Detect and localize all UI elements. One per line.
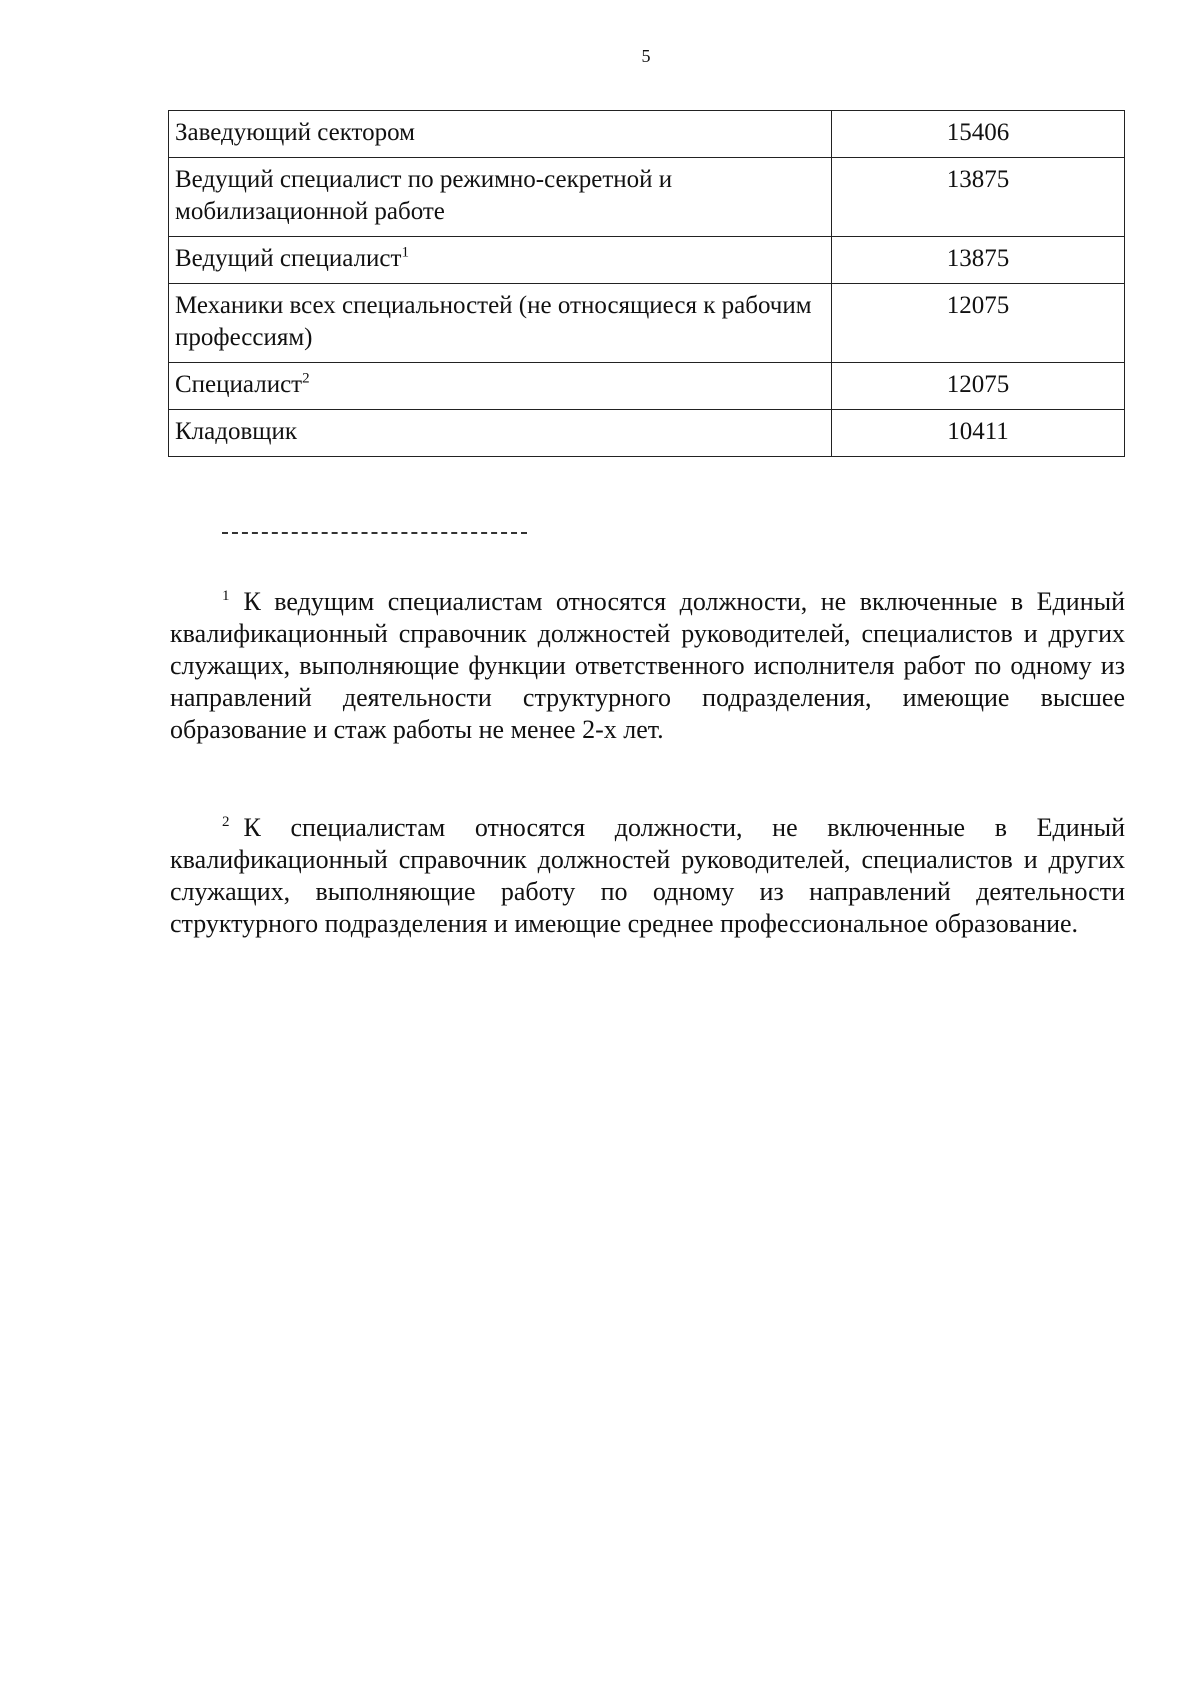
footnote-2 (170, 812, 1125, 940)
position-cell (169, 111, 832, 158)
position-cell (169, 284, 832, 363)
salary-cell: 10411 (832, 410, 1125, 457)
salary-table (168, 110, 1125, 457)
footnote-mark: 2 (222, 814, 230, 831)
footnote-reference: 1 (401, 244, 409, 261)
salary-cell: 12075 (832, 363, 1125, 410)
footnote-1 (170, 586, 1125, 746)
position-name: Ведущий специалист по режимно-секретной и мобилизационной работе (175, 166, 673, 225)
salary-cell: 13875 (832, 158, 1125, 237)
position-cell (169, 237, 832, 284)
position-name: Специалист (175, 371, 303, 398)
table-row (169, 158, 1125, 237)
position-cell (169, 363, 832, 410)
position-name: Кладовщик (175, 418, 298, 445)
position-cell (169, 158, 832, 237)
table-row (169, 237, 1125, 284)
salary-cell: 12075 (832, 284, 1125, 363)
page-number: 5 (641, 46, 651, 66)
footnote-mark: 1 (222, 588, 230, 605)
table-row (169, 410, 1125, 457)
footnote-separator (222, 532, 527, 534)
salary-cell: 13875 (832, 237, 1125, 284)
table-row (169, 111, 1125, 158)
position-name: Заведующий сектором (175, 119, 415, 146)
position-cell (169, 410, 832, 457)
position-name: Механики всех специальностей (не относящиеся к рабочим профессиям) (175, 292, 812, 351)
salary-cell: 15406 (832, 111, 1125, 158)
table-row (169, 363, 1125, 410)
footnote-text: К специалистам относятся должности, не включенные в Единый квалификационный справочник должностей руководителей, специалистов и других служащих, выполняющие работу по одному из направлений деятельности структурного подразделения и имеющие среднее профессиональное образование. (170, 813, 1125, 938)
table-row (169, 284, 1125, 363)
footnote-reference: 2 (302, 370, 310, 387)
footnote-text: К ведущим специалистам относятся должности, не включенные в Единый квалификационный справочник должностей руководителей, специалистов и других служащих, выполняющие функции ответственного исполнителя работ по одному из направлений деятельности структурного подразделения, имеющие высшее образование и стаж работы не менее 2-х лет. (170, 587, 1125, 744)
position-name: Ведущий специалист (175, 245, 402, 272)
